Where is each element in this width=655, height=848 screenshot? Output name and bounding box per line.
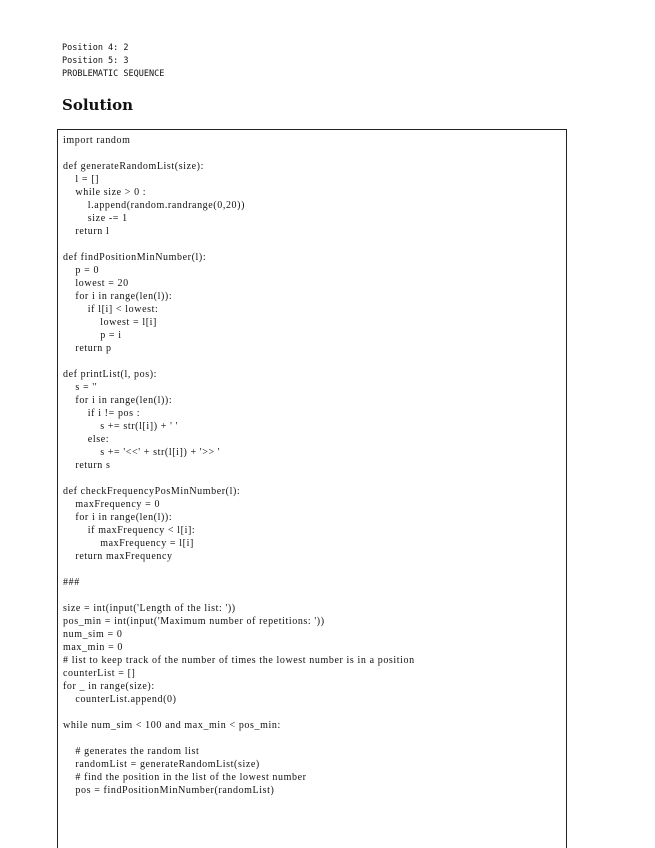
section-title: Solution bbox=[62, 96, 133, 114]
code-line bbox=[63, 706, 415, 719]
code-line: maxFrequency = l[i] bbox=[63, 538, 194, 549]
output-line: PROBLEMATIC SEQUENCE bbox=[62, 69, 165, 79]
code-line: def findPositionMinNumber(l): bbox=[63, 252, 207, 263]
code-line: randomList = generateRandomList(size) bbox=[63, 759, 260, 770]
code-line: def generateRandomList(size): bbox=[63, 161, 204, 172]
code-line: counterList.append(0) bbox=[63, 694, 177, 705]
code-line bbox=[63, 732, 415, 745]
code-line: l = [] bbox=[63, 174, 100, 185]
code-line: return maxFrequency bbox=[63, 551, 173, 562]
code-line: return p bbox=[63, 343, 112, 354]
code-line: # find the position in the list of the lowest number bbox=[63, 772, 307, 783]
code-line: s += '<<' + str(l[i]) + '>> ' bbox=[63, 447, 221, 458]
code-line: lowest = 20 bbox=[63, 278, 129, 289]
output-line: Position 5: 3 bbox=[62, 56, 129, 66]
code-line bbox=[63, 238, 415, 251]
code-line bbox=[63, 355, 415, 368]
code-line bbox=[63, 472, 415, 485]
code-line bbox=[63, 563, 415, 576]
code-block bbox=[63, 134, 415, 797]
code-line: for i in range(len(l)): bbox=[63, 291, 173, 302]
code-listing bbox=[57, 129, 567, 848]
code-line: size = int(input('Length of the list: ')) bbox=[63, 603, 236, 614]
code-line: max_min = 0 bbox=[63, 642, 124, 653]
output-line: Position 4: 2 bbox=[62, 43, 129, 53]
code-line: while size > 0 : bbox=[63, 187, 147, 198]
code-line: num_sim = 0 bbox=[63, 629, 123, 640]
code-line: if maxFrequency < l[i]: bbox=[63, 525, 196, 536]
code-line: p = i bbox=[63, 330, 122, 341]
code-line: pos = findPositionMinNumber(randomList) bbox=[63, 785, 275, 796]
code-line bbox=[63, 589, 415, 602]
code-line: pos_min = int(input('Maximum number of repetitions: ')) bbox=[63, 616, 325, 627]
code-line: size -= 1 bbox=[63, 213, 128, 224]
code-line: while num_sim < 100 and max_min < pos_min: bbox=[63, 720, 281, 731]
code-line: maxFrequency = 0 bbox=[63, 499, 161, 510]
code-line: import random bbox=[63, 135, 131, 146]
code-line: counterList = [] bbox=[63, 668, 136, 679]
code-line: for _ in range(size): bbox=[63, 681, 155, 692]
code-line: else: bbox=[63, 434, 110, 445]
code-line: return s bbox=[63, 460, 111, 471]
code-line: # list to keep track of the number of times the lowest number is in a position bbox=[63, 655, 415, 666]
code-line: return l bbox=[63, 226, 110, 237]
code-line: lowest = l[i] bbox=[63, 317, 157, 328]
code-line: if l[i] < lowest: bbox=[63, 304, 159, 315]
code-line: for i in range(len(l)): bbox=[63, 395, 173, 406]
code-line: ### bbox=[63, 577, 80, 588]
code-line: p = 0 bbox=[63, 265, 100, 276]
code-line: def checkFrequencyPosMinNumber(l): bbox=[63, 486, 241, 497]
code-line: def printList(l, pos): bbox=[63, 369, 158, 380]
code-line: if i != pos : bbox=[63, 408, 141, 419]
code-line: # generates the random list bbox=[63, 746, 200, 757]
program-output bbox=[62, 42, 164, 81]
code-line bbox=[63, 147, 415, 160]
code-line: for i in range(len(l)): bbox=[63, 512, 173, 523]
code-line: l.append(random.randrange(0,20)) bbox=[63, 200, 245, 211]
code-line: s += str(l[i]) + ' ' bbox=[63, 421, 178, 432]
code-line: s = '' bbox=[63, 382, 98, 393]
